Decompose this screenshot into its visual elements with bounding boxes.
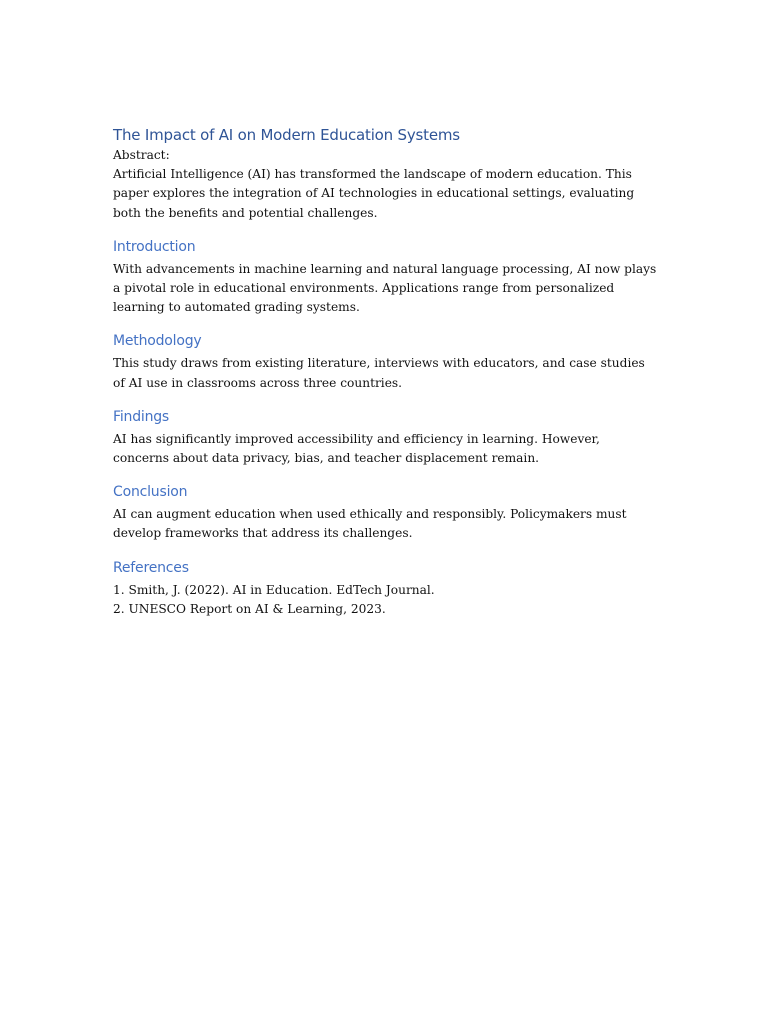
abstract-label: Abstract:	[113, 148, 170, 162]
section-text-methodology: This study draws from existing literature, interviews with educators, and case studies of AI use in classrooms across three countries.	[113, 356, 645, 390]
references-list	[113, 581, 658, 619]
section-heading-references: References	[113, 559, 189, 576]
reference-item: 2. UNESCO Report on AI & Learning, 2023.	[113, 601, 386, 616]
reference-item: 1. Smith, J. (2022). AI in Education. EdTech Journal.	[113, 582, 435, 597]
section-text-introduction: With advancements in machine learning and natural language processing, AI now plays a pivotal role in educational environments. Applications range from personalized learning to automated grading systems.	[113, 261, 657, 315]
section-heading-conclusion: Conclusion	[113, 484, 188, 501]
section-text-conclusion: AI can augment education when used ethically and responsibly. Policymakers must develop frameworks that address its challenges.	[113, 507, 627, 541]
abstract-text: Artificial Intelligence (AI) has transformed the landscape of modern education. This paper explores the integration of AI technologies in educational settings, evaluating both the benefits and potential challenges.	[113, 167, 635, 220]
paper-title: The Impact of AI on Modern Education Systems	[113, 126, 460, 144]
section-text-findings: AI has significantly improved accessibility and efficiency in learning. However, concerns about data privacy, bias, and teacher displacement remain.	[113, 431, 600, 466]
document-page	[113, 124, 658, 619]
section-heading-findings: Findings	[113, 408, 170, 425]
section-heading-methodology: Methodology	[113, 333, 202, 350]
section-heading-introduction: Introduction	[113, 238, 196, 255]
